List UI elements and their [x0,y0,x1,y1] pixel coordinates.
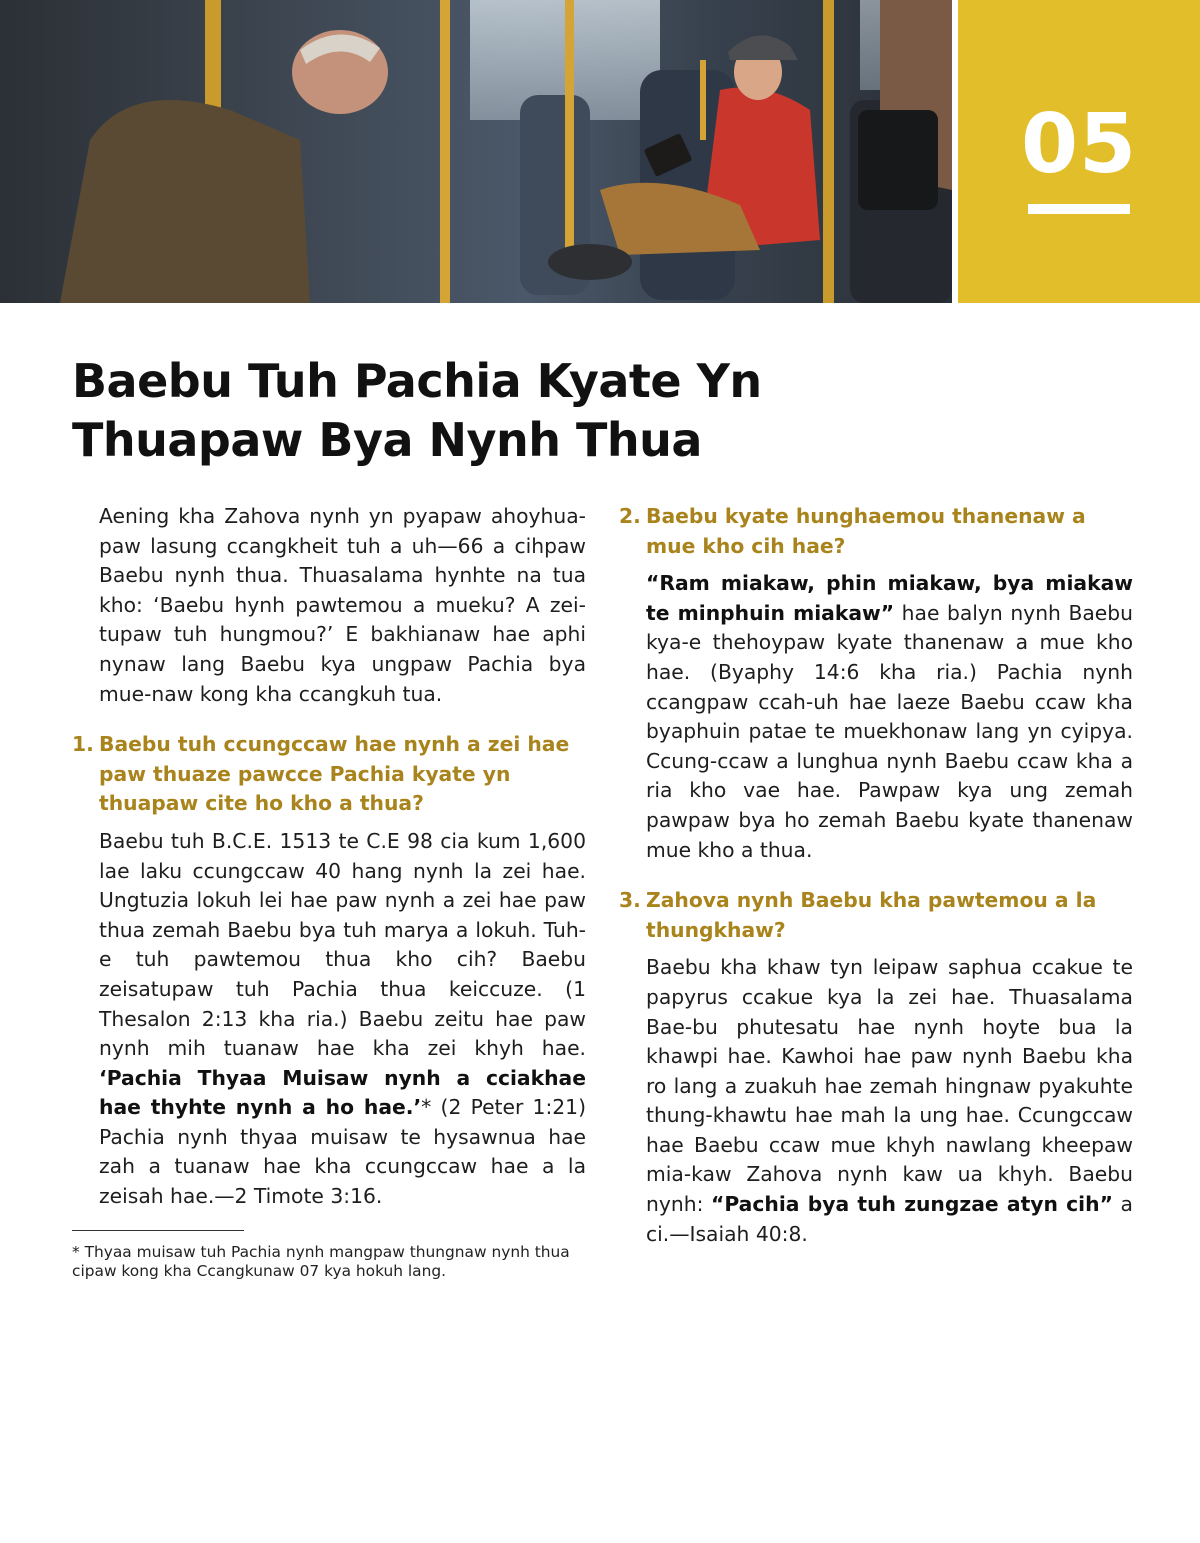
question-2-number: 2. [619,504,641,528]
answer-1-text-a: Baebu tuh B.C.E. 1513 te C.E 98 cia kum 1,600 lae laku ccungccaw 40 hang nynh la zei hae. Ungtuzia lokuh lei hae paw nynh a zei hae paw thua zemah Baebu bya tuh marya a lokuh. Tuh-e tuh pawtemou thua kho cih? Baebu zeisatupaw tuh Pachia thua keiccuze. (1 Thesalon 2:13 kha ria.) Baebu zeitu hae paw nynh mih tuanaw hae kha zei khyh hae. [99,828,586,1061]
page-title-line2: Thuapaw Bya Nynh Thua [72,413,702,467]
answer-3-text: Baebu kha khaw tyn leipaw saphua ccakue te papyrus ccakue kya la zei hae. Thuasalama Bae-bu phutesatu hae nynh hoyte bua la khawpi hae. Kawhoi hae paw nynh Baebu kha ro lang a zuakuh hae zemah hingnaw pyakuhte thung-khawtu hae mah la ung hae. Ccungccaw hae Baebu ccaw mue khyh nawlang kheepaw mia-kaw Zahova nynh kaw ua khyh. Baebu nynh: [646,955,1133,1217]
chapter-badge [958,0,1200,303]
answer-2-quote: “Ram miakaw, phin miakaw, bya miakaw te minphuin miakaw” [646,571,1133,625]
question-3-text: Zahova nynh Baebu kha pawtemou a la thungkhaw? [646,888,1097,942]
intro-paragraph: Aening kha Zahova nynh yn pyapaw ahoyhua-paw lasung ccangkheit tuh a uh—66 a cihpaw Baebu nynh thua. Thuasalama hynhte na tua kho: ‘Baebu hynh pawtemou a mueku? A zei-tupaw tuh hungmou?’ E bakhianaw hae aphi nynaw lang Baebu kya ungpaw Pachia bya mue-naw kong kha ccangkuh tua. [99,504,586,706]
question-1-number: 1. [72,732,94,757]
footnote: * Thyaa muisaw tuh Pachia nynh mangpaw thungnaw nynh thua cipaw kong kha Ccangkunaw 07 kya hokuh lang. [72,1242,570,1280]
bus-interior-illustration [0,0,952,303]
answer-1-quote: ‘Pachia Thyaa Muisaw nynh a cciakhae hae thyhte nynh a ho hae.’ [99,1065,586,1120]
left-column [72,502,586,1281]
question-2 [619,502,1133,561]
answer-1-text-b: * (2 Peter 1:21) Pachia nynh thyaa muisaw te hysawnua hae zah a tuanaw hae kha ccungccaw hae a la zeisah hae.—2 Timote 3:16. [99,1095,586,1209]
right-column [619,502,1133,1249]
page-title-line1: Baebu Tuh Pachia Kyate Yn [72,354,762,408]
answer-2-text: hae balyn nynh Baebu kya-e thehoypaw kyate thanenaw a mue kho hae. (Byaphy 14:6 kha ria.) Pachia nynh ccangpaw ccah-uh hae laeze Baebu ccaw kha byaphuin patae te muekhonaw lang yn cyipya. Ccung-ccaw a lunghua nynh Baebu ccaw kha a ria kho vae hae. Pawpaw kya ung zemah pawpaw bya ho zemah Baebu kyate thanenaw mue kho a thua. [646,600,1133,862]
answer-1-paragraph [99,827,586,1212]
question-2-text: Baebu kyate hunghaemou thanenaw a mue kho cih hae? [646,504,1086,558]
answer-3-text-b: a ci.—Isaiah 40:8. [646,1192,1133,1246]
question-3 [619,886,1133,945]
chapter-number: 05 [1020,97,1138,192]
answer-3-quote: “Pachia bya tuh zungzae atyn cih” [711,1192,1113,1217]
question-1 [72,730,586,819]
header-photo [0,0,952,303]
answer-3-paragraph [646,953,1133,1249]
answer-2-paragraph [646,569,1133,865]
question-3-number: 3. [619,888,641,913]
footnote-divider [72,1230,244,1231]
question-1-text: Baebu tuh ccungccaw hae nynh a zei hae paw thuaze pawcce Pachia kyate yn thuapaw cite ho kho a thua? [99,732,570,816]
page-title [72,352,832,470]
chapter-underline [1028,204,1130,214]
